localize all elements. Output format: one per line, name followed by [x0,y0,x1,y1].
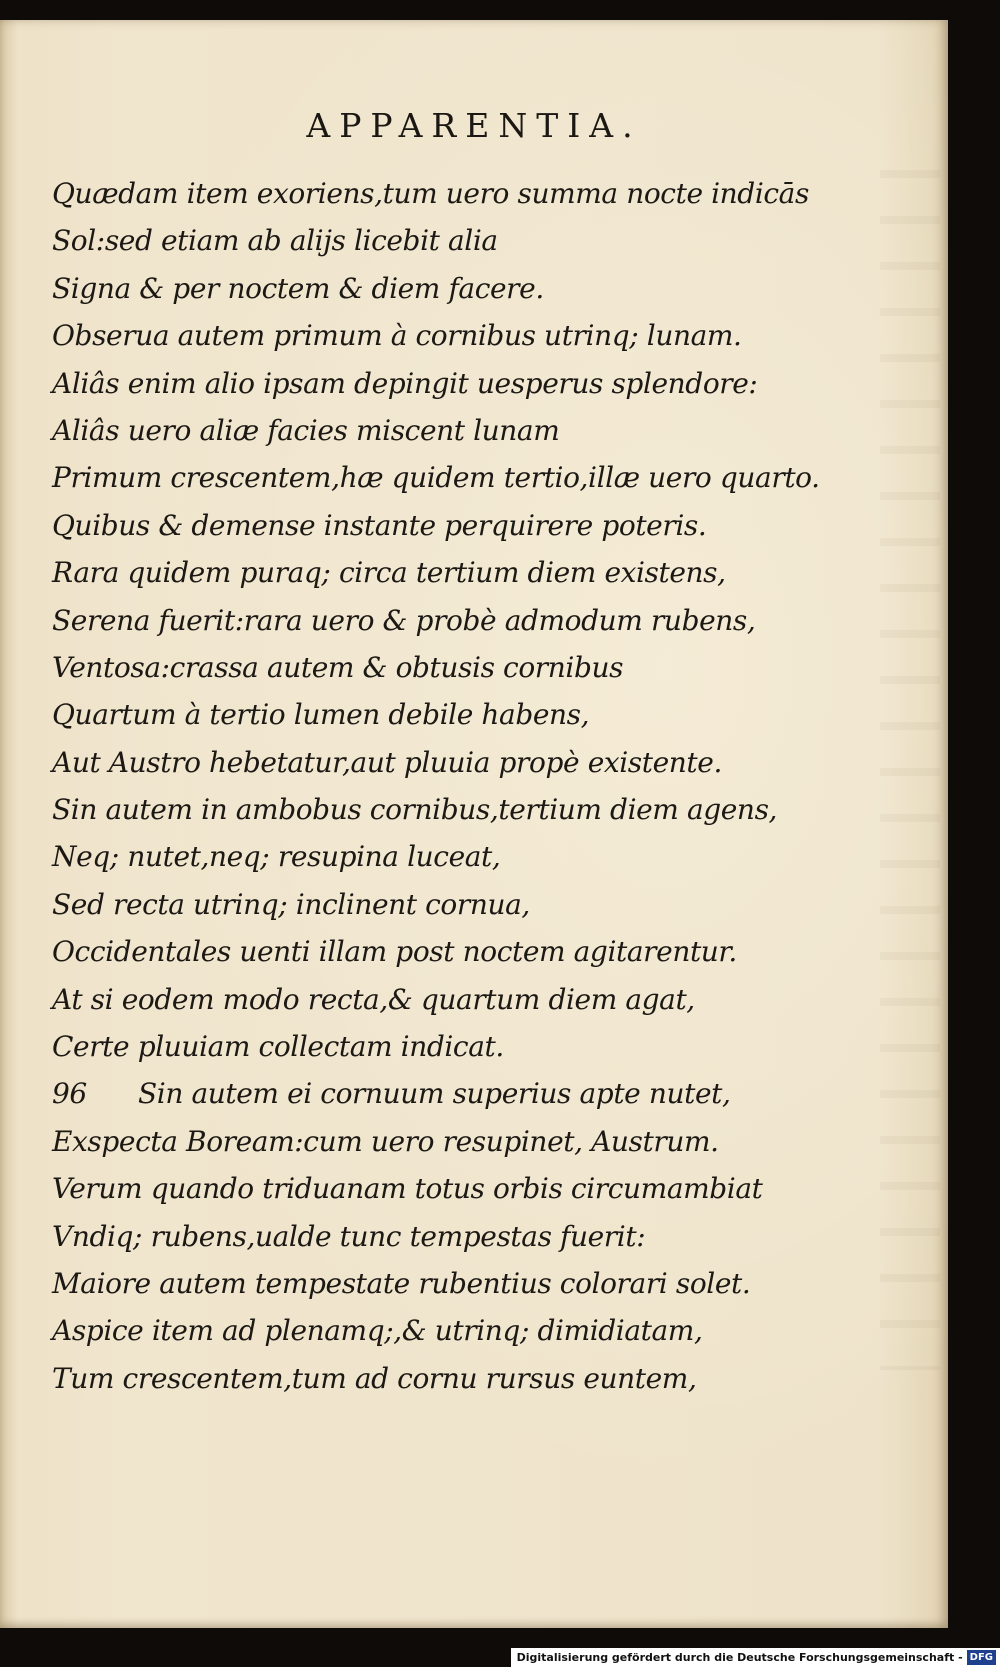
verse-line [52,1165,882,1212]
verse-line [52,549,882,596]
verse-line [52,786,882,833]
verse-line-text: Sol:sed etiam ab alijs licebit alia [52,224,498,258]
verse-line-text: Verum quando triduanam totus orbis circumambiat [52,1172,763,1206]
verse-line [52,454,882,501]
verse-line-text: Obserua autem primum à cornibus utrinq; lunam. [52,319,742,353]
verse-line-text: Tum crescentem,tum ad cornu rursus euntem, [52,1361,697,1395]
verse-line-text: Aut Austro hebetatur,aut pluuia propè existente. [52,745,722,779]
digitization-credit [511,1648,1000,1667]
verse-line [52,597,882,644]
verse-line [52,644,882,691]
verse-line-text: Serena fuerit:rara uero & probè admodum rubens, [52,603,756,637]
verse-line [52,312,882,359]
verse-line [52,502,882,549]
show-through-bleed [880,170,940,1370]
book-page [0,20,948,1628]
verse-line-text: Maiore autem tempestate rubentius colorari solet. [52,1266,751,1300]
credit-text: Digitalisierung gefördert durch die Deutsche Forschungsgemeinschaft - [516,1651,963,1664]
verse-line-text: Vndiq; rubens,ualde tunc tempestas fuerit: [52,1219,646,1253]
verse-line-text: Aliâs enim alio ipsam depingit uesperus splendore: [52,366,758,400]
verse-line-text: Certe pluuiam collectam indicat. [52,1030,504,1064]
verse-line [52,691,882,738]
verse-line-text: Sin autem ei cornuum superius apte nutet, [138,1077,731,1111]
verse-line-text: Ventosa:crassa autem & obtusis cornibus [52,650,624,684]
verse-line [52,1260,882,1307]
verse-line-text: Neq; nutet,neq; resupina luceat, [52,840,501,874]
verse-line-text: Aliâs uero aliæ facies miscent lunam [52,413,560,447]
verse-line [52,1023,882,1070]
verse-line-text: Quartum à tertio lumen debile habens, [52,698,590,732]
verse-line-text: Sin autem in ambobus cornibus,tertium diem agens, [52,793,778,827]
verse-line [52,833,882,880]
verse-line [52,265,882,312]
verse-line [52,1118,882,1165]
verse-line [52,1355,882,1402]
dfg-logo: DFG [967,1650,996,1665]
verse-line [52,170,882,217]
verse-text-block [52,170,882,1402]
verse-line [52,976,882,1023]
verse-line [52,407,882,454]
verse-line-text: Quibus & demense instante perquirere poteris. [52,508,707,542]
running-head: APPARENTIA. [306,106,642,145]
verse-line-text: At si eodem modo recta,& quartum diem agat, [52,982,695,1016]
verse-line [52,881,882,928]
verse-line [52,217,882,264]
verse-line [52,1070,882,1117]
verse-line-text: Sed recta utrinq; inclinent cornua, [52,887,530,921]
verse-line-text: Primum crescentem,hæ quidem tertio,illæ uero quarto. [52,461,820,495]
verse-line [52,1213,882,1260]
verse-line [52,1307,882,1354]
verse-line-text: Occidentales uenti illam post noctem agitarentur. [52,935,737,969]
verse-line [52,739,882,786]
verse-line-text: Signa & per noctem & diem facere. [52,271,544,305]
verse-line-text: Aspice item ad plenamq;,& utrinq; dimidiatam, [52,1314,703,1348]
verse-line-text: Rara quidem puraq; circa tertium diem existens, [52,556,726,590]
verse-line-text: Exspecta Boream:cum uero resupinet, Austrum. [52,1124,719,1158]
verse-line [52,360,882,407]
verse-line [52,928,882,975]
verse-line-text: Quædam item exoriens,tum uero summa nocte indicās [52,177,809,210]
line-number: 96 [52,1077,87,1111]
